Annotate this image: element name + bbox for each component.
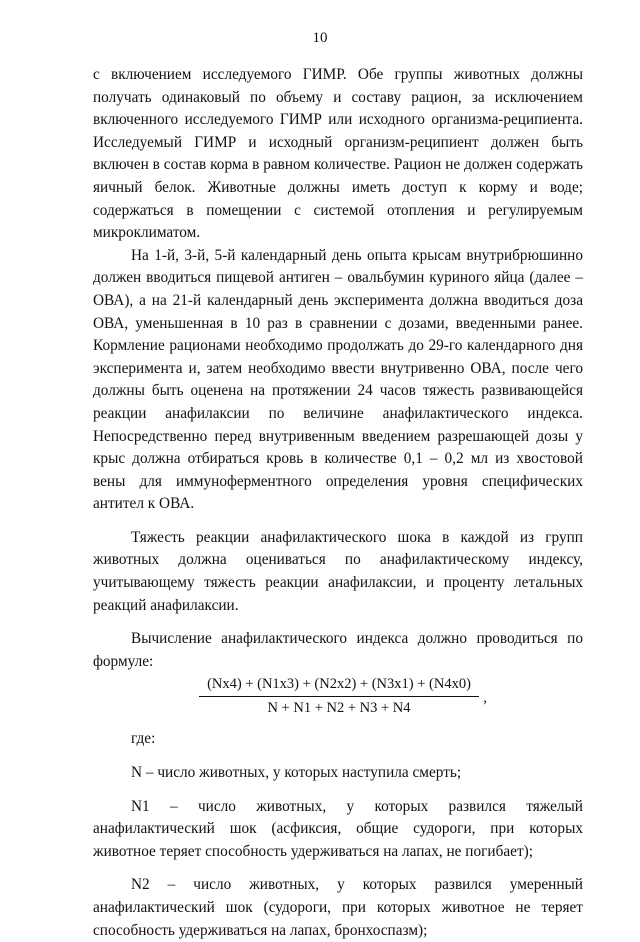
anaphylactic-index-formula (199, 675, 487, 717)
definition-n1: N1 – число животных, у которых развился тяжелый анафилактический шок (асфиксия, общие судороги, при которых животное теряет способность удерживаться на лапах, не погибает); (93, 797, 583, 860)
document-body (93, 64, 583, 942)
paragraph-ova-protocol: На 1-й, 3-й, 5-й календарный день опыта крысам внутрибрюшинно должен вводиться пищевой антиген – овальбумин куриного яйца (далее – ОВА), а на 21-й календарный день эксперимента должна вводиться доза ОВА, уменьшенная в 10 раз в сравнении с дозами, введенными ранее. Кормление рационами необходимо продолжать до 29-го календарного дня эксперимента и, затем необходимо ввести внутривенно ОВА, после чего должны быть оценена на протяжении 24 часов тяжесть развивающейся реакции анафилаксии по величине анафилактического индекса. Непосредственно перед внутривенным введением разрешающей дозы у крыс должна отбираться кровь в количестве 0,1 – 0,2 мл из хвостовой вены для иммуноферментного определения уровня специфических антител к ОВА. (93, 246, 583, 513)
where-label: где: (131, 730, 156, 748)
formula-numerator: (Nx4) + (N1x3) + (N2x2) + (N3x1) + (N4x0) (207, 676, 471, 693)
paragraph-shock-severity: Тяжесть реакции анафилактического шока в каждой из групп животных должна оцениваться по анафилактическому индексу, учитывающему тяжесть реакции анафилаксии, и проценту летальных реакций анафилаксии. (93, 528, 583, 614)
formula-trailing-comma: , (483, 690, 487, 707)
formula-denominator: N + N1 + N2 + N3 + N4 (267, 700, 411, 717)
paragraph-diet: с включением исследуемого ГИМР. Обе группы животных должны получать одинаковый по объему и составу рацион, за исключением включенного исследуемого ГИМР или исходного организма-реципиента. Исследуемый ГИМР и исходный организм-реципиент должен быть включен в состав корма в равном количестве. Рацион не должен содержать яичный белок. Животные должны иметь доступ к корму и воде; содержаться в помещении с системой отопления и регулируемым микроклиматом. (93, 66, 583, 242)
paragraph-index-calculation: Вычисление анафилактического индекса должно проводиться по формуле: (93, 630, 583, 670)
definition-n: N – число животных, у которых наступила смерть; (131, 764, 462, 782)
page-number: 10 (312, 30, 328, 46)
definition-n2: N2 – число животных, у которых развился умеренный анафилактический шок (судороги, при которых животное не теряет способность удерживаться на лапах, бронхоспазм); (93, 876, 583, 939)
